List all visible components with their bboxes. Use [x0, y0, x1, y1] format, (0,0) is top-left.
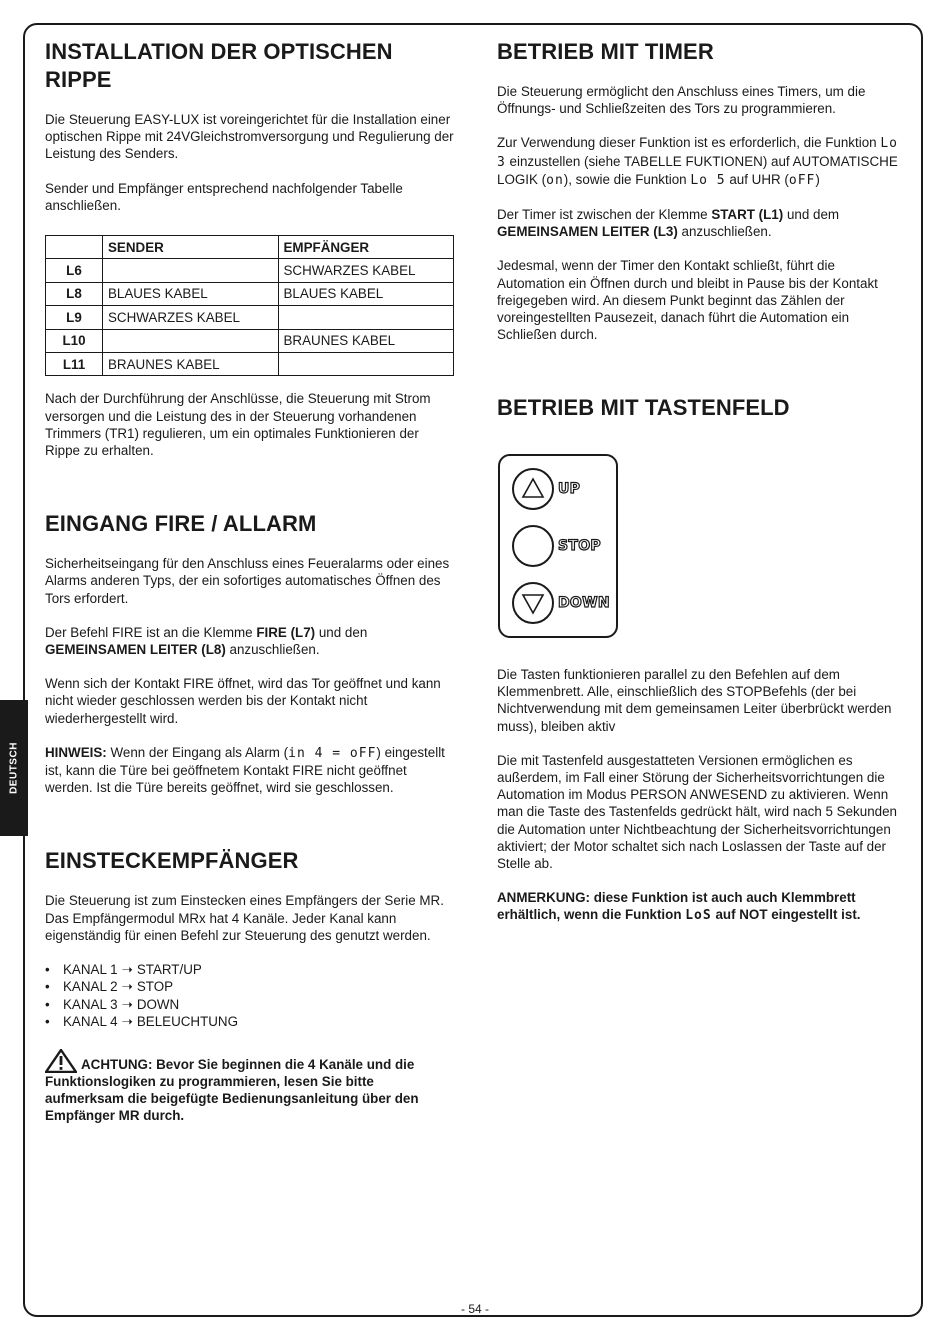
receiver-cell: BLAUES KABEL — [278, 282, 454, 305]
warning-paragraph — [45, 1049, 455, 1125]
list-item — [45, 961, 455, 978]
channel-function: STOP — [136, 979, 174, 995]
section-title-keypad: BETRIEB MIT TASTENFELD — [497, 395, 790, 421]
optical-rib-instruction: Sender und Empfänger entsprechend nachfolgender Tabelle anschließen. — [45, 180, 403, 213]
channel-function: BELEUCHTUNG — [136, 1014, 239, 1030]
table-row — [46, 329, 454, 352]
table-row — [46, 282, 454, 305]
timer-setup — [497, 134, 902, 189]
keypad-illustration — [498, 454, 618, 638]
terminal-label: L8 — [46, 282, 103, 305]
triangle-up-icon — [514, 470, 552, 508]
keypad-person-present: Die mit Tastenfeld ausgestatteten Versionen ermöglichen es außerdem, im Fall einer Störung der Sicherheitsvorrichtungen die Automation im Modus PERSON ANWESEND zu aktivieren. Wenn man die Taste des Tastenfelds gedrückt hält, wird nach 5 Sekunden die Automation unter Nichtbeachtung der Sicherheitsvorrichtungen aktiviert; der Motor schaltet sich nach Loslassen der Taste auf der Stelle ab. — [497, 752, 897, 872]
optical-rib-after-connection: Nach der Durchführung der Anschlüsse, die Steuerung mit Strom versorgen und die Leistung des in der Steuerung vorhandenen Trimmers (TR1) regulieren, um ein optimales Funktionieren der Rippe zu erhalten. — [45, 391, 431, 458]
channel-name: KANAL 1 — [63, 962, 118, 978]
stop-key-label: STOP — [558, 538, 601, 554]
receiver-cell — [278, 352, 454, 375]
up-key — [512, 468, 554, 510]
terminal-label: L10 — [46, 329, 103, 352]
table-header-cell — [46, 236, 103, 259]
sender-cell — [103, 329, 279, 352]
language-tab — [0, 700, 28, 836]
fire-alarm-connection — [45, 624, 455, 658]
warning-text: ACHTUNG: Bevor Sie beginnen die 4 Kanäle und die Funktionslogiken zu programmieren, lesen Sie bitte aufmerksam die beigefügte Bedienungsanleitung über den Empfänger MR durch. — [45, 1056, 419, 1124]
text-run: Wenn der Eingang als Alarm ( — [106, 744, 289, 760]
sender-cell — [103, 259, 279, 282]
channel-function: DOWN — [136, 996, 180, 1012]
table-row — [46, 352, 454, 375]
text-run: anzuschließen. — [677, 224, 772, 240]
page-number: - 54 - — [460, 1302, 489, 1316]
arrow-right-icon: ➝ — [121, 962, 133, 978]
keypad-text — [497, 666, 902, 925]
stop-key — [512, 525, 554, 567]
fire-alarm-behavior: Wenn sich der Kontakt FIRE öffnet, wird das Tor geöffnet und kann nicht wieder geschlossen werden bis der Kontakt nicht wiederhergestellt wird. — [45, 676, 441, 726]
display-code: on — [546, 172, 564, 188]
list-item — [45, 1013, 455, 1030]
arrow-right-icon: ➝ — [121, 979, 133, 995]
channel-list — [45, 961, 455, 1031]
list-item — [45, 996, 455, 1013]
section-title-optical-rib: INSTALLATION DER OPTISCHEN RIPPE — [45, 39, 393, 92]
terminal-fire: FIRE (L7) — [256, 624, 316, 640]
table-header-cell: SENDER — [103, 236, 279, 259]
table-header-cell: EMPFÄNGER — [278, 236, 454, 259]
text-run: auf NOT eingestellt ist. — [711, 907, 861, 923]
sender-cell: SCHWARZES KABEL — [103, 306, 279, 329]
timer-connection — [497, 206, 902, 240]
table-row — [46, 306, 454, 329]
receiver-cell — [278, 306, 454, 329]
text-run: anzuschließen. — [225, 641, 320, 657]
down-key — [512, 582, 554, 624]
plug-receiver-intro: Die Steuerung ist zum Einstecken eines Empfängers der Serie MR. Das Empfängermodul MRx hat 4 Kanäle. Jeder Kanal kann eigenständig für einen Befehl zur Steuerung des genutzt werden. — [45, 893, 444, 943]
left-column — [45, 38, 455, 1124]
display-code: Lo 5 — [690, 172, 726, 188]
terminal-label: L11 — [46, 352, 103, 375]
text-run: Der Timer ist zwischen der Klemme — [497, 207, 712, 223]
channel-name: KANAL 4 — [63, 1014, 118, 1030]
text-run: einzustellen (siehe TABELLE FUKTIONEN) auf AUTOMATISCHE LOGIK ( — [497, 153, 898, 187]
arrow-right-icon: ➝ — [121, 1014, 133, 1030]
sender-cell: BLAUES KABEL — [103, 282, 279, 305]
text-run: ) eingestellt ist, kann die Türe bei geöffnetem Kontakt FIRE nicht geöffnet werden. Ist die Türe bereits geöffnet, wird sie geschlossen. — [45, 744, 445, 796]
terminal-common: GEMEINSAMEN LEITER (L3) — [497, 224, 678, 240]
section-title-timer: BETRIEB MIT TIMER — [497, 39, 714, 64]
display-code: oFF — [788, 172, 816, 188]
table-header-row — [46, 236, 454, 259]
arrow-right-icon: ➝ — [121, 996, 133, 1012]
fire-alarm-intro: Sicherheitseingang für den Anschluss eines Feueralarms oder eines Alarms anderen Typs, der ein sofortiges automatisches Öffnen des Tors erfordert. — [45, 556, 450, 606]
warning-triangle-icon — [45, 1049, 77, 1073]
terminal-label: L9 — [46, 306, 103, 329]
terminal-common: GEMEINSAMEN LEITER (L8) — [45, 641, 226, 657]
text-run: ), sowie die Funktion — [563, 171, 691, 187]
text-run: und den — [315, 624, 368, 640]
triangle-down-icon — [514, 584, 552, 622]
timer-intro: Die Steuerung ermöglicht den Anschluss eines Timers, um die Öffnungs- und Schließzeiten des Tors zu programmieren. — [497, 84, 866, 117]
text-run: und dem — [783, 207, 840, 223]
keypad-note — [497, 889, 902, 924]
connection-table — [45, 235, 454, 376]
channel-name: KANAL 2 — [63, 979, 118, 995]
text-run: Der Befehl FIRE ist an die Klemme — [45, 624, 257, 640]
text-run: ) — [815, 171, 820, 187]
language-tab-label: DEUTSCH — [8, 742, 20, 794]
terminal-start: START (L1) — [711, 207, 784, 223]
section-title-fire-alarm: EINGANG FIRE / ALLARM — [45, 511, 317, 537]
display-code: in 4 = oFF — [288, 745, 377, 761]
text-run: auf UHR ( — [725, 171, 789, 187]
keypad-intro: Die Tasten funktionieren parallel zu den Befehlen auf dem Klemmenbrett. Alle, einschließlich des STOPBefehls (der bei Nichtverwendung mit dem gemeinsamen Leiter überbrückt werden muss), bleiben aktiv — [497, 667, 892, 734]
receiver-cell: SCHWARZES KABEL — [278, 259, 454, 282]
receiver-cell: BRAUNES KABEL — [278, 329, 454, 352]
channel-name: KANAL 3 — [63, 996, 118, 1012]
table-row — [46, 259, 454, 282]
terminal-label: L6 — [46, 259, 103, 282]
fire-alarm-note — [45, 744, 455, 797]
list-item — [45, 978, 455, 995]
text-run: Zur Verwendung dieser Funktion ist es erforderlich, die Funktion — [497, 135, 881, 151]
section-title-plug-receiver: EINSTECKEMPFÄNGER — [45, 848, 299, 874]
timer-behavior: Jedesmal, wenn der Timer den Kontakt schließt, führt die Automation ein Öffnen durch und bleibt in Pause bis der Kontakt freigegeben wird. An diesem Punkt beginnt das Zählen der voreingestellten Pausezeit, danach führt die Automation ein Schließen durch. — [497, 258, 878, 343]
up-key-label: UP — [558, 481, 581, 497]
note-label: HINWEIS: — [45, 744, 107, 760]
channel-function: START/UP — [136, 962, 202, 978]
display-code: LoS — [685, 908, 712, 924]
display-code: Lo 3 — [497, 136, 898, 170]
optical-rib-intro: Die Steuerung EASY-LUX ist voreingerichtet für die Installation einer optischen Rippe mit 24VGleichstromversorgung und Regulierung der Leistung des Senders. — [45, 112, 454, 162]
sender-cell: BRAUNES KABEL — [103, 352, 279, 375]
down-key-label: DOWN — [558, 595, 610, 611]
text-run: ANMERKUNG: diese Funktion ist auch auch Klemmbrett erhältlich, wenn die Funktion — [497, 890, 856, 923]
